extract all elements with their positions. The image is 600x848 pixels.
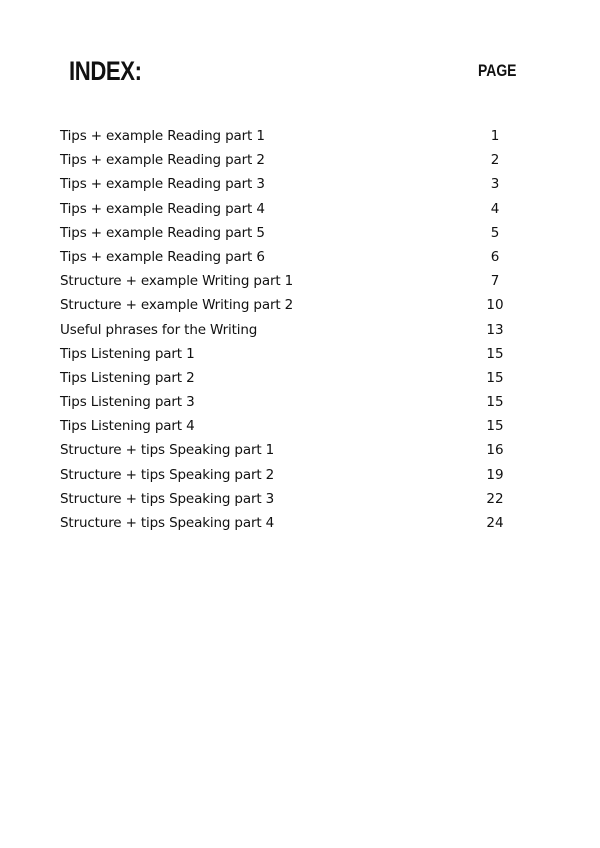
toc-entry	[60, 318, 540, 342]
toc-entry-page-number: 5	[490, 224, 500, 241]
toc-entry-title: Structure + example Writing part 2	[60, 297, 294, 314]
toc-entry-title: Tips + example Reading part 6	[60, 248, 265, 265]
toc-entry	[60, 463, 540, 487]
toc-entry	[60, 245, 540, 269]
toc-entry-title: Tips + example Reading part 4	[60, 200, 265, 217]
toc-entry-page-number: 15	[486, 345, 504, 362]
toc-entry-title: Tips + example Reading part 5	[60, 224, 265, 241]
toc-entry-page-number: 3	[490, 176, 500, 193]
table-of-contents	[60, 124, 540, 535]
toc-entry	[60, 293, 540, 317]
toc-entry-page-number: 7	[490, 273, 500, 290]
toc-entry-title: Structure + example Writing part 1	[60, 273, 294, 290]
toc-entry-page-number: 15	[486, 369, 504, 386]
toc-entry	[60, 197, 540, 221]
toc-entry	[60, 366, 540, 390]
toc-entry	[60, 148, 540, 172]
toc-entry	[60, 124, 540, 148]
toc-entry	[60, 414, 540, 438]
toc-entry	[60, 342, 540, 366]
toc-entry	[60, 438, 540, 462]
index-heading: INDEX:	[69, 56, 142, 86]
toc-entry-page-number: 2	[490, 152, 500, 169]
toc-entry-page-number: 15	[486, 418, 504, 435]
toc-entry	[60, 269, 540, 293]
page-column-heading: PAGE	[478, 61, 517, 80]
toc-entry-title: Tips Listening part 4	[60, 418, 195, 435]
toc-entry-title: Tips + example Reading part 2	[60, 152, 265, 169]
toc-entry-title: Useful phrases for the Writing	[60, 321, 258, 338]
toc-entry-page-number: 13	[486, 321, 504, 338]
toc-entry	[60, 390, 540, 414]
toc-entry-page-number: 15	[486, 394, 504, 411]
toc-entry-title: Structure + tips Speaking part 4	[60, 515, 275, 531]
toc-entry-page-number: 16	[486, 442, 504, 459]
toc-entry	[60, 487, 540, 511]
toc-entry	[60, 172, 540, 196]
toc-entry-title: Structure + tips Speaking part 3	[60, 490, 275, 507]
toc-entry-page-number: 6	[490, 248, 500, 265]
toc-entry-title: Tips Listening part 2	[60, 369, 195, 386]
toc-entry-title: Structure + tips Speaking part 1	[60, 442, 275, 459]
toc-entry-title: Tips + example Reading part 3	[60, 176, 265, 193]
toc-entry-page-number: 4	[490, 200, 500, 217]
toc-entry-page-number: 22	[486, 490, 504, 507]
toc-entry-page-number: 10	[486, 297, 504, 314]
toc-entry-title: Tips Listening part 3	[60, 394, 195, 411]
toc-entry-title: Tips Listening part 1	[60, 345, 195, 362]
toc-entry-page-number: 24	[486, 515, 504, 531]
toc-entry-page-number: 1	[490, 128, 500, 144]
toc-entry-title: Structure + tips Speaking part 2	[60, 466, 275, 483]
toc-entry-page-number: 19	[486, 466, 504, 483]
toc-entry-title: Tips + example Reading part 1	[60, 128, 265, 144]
toc-entry	[60, 511, 540, 535]
toc-entry	[60, 221, 540, 245]
